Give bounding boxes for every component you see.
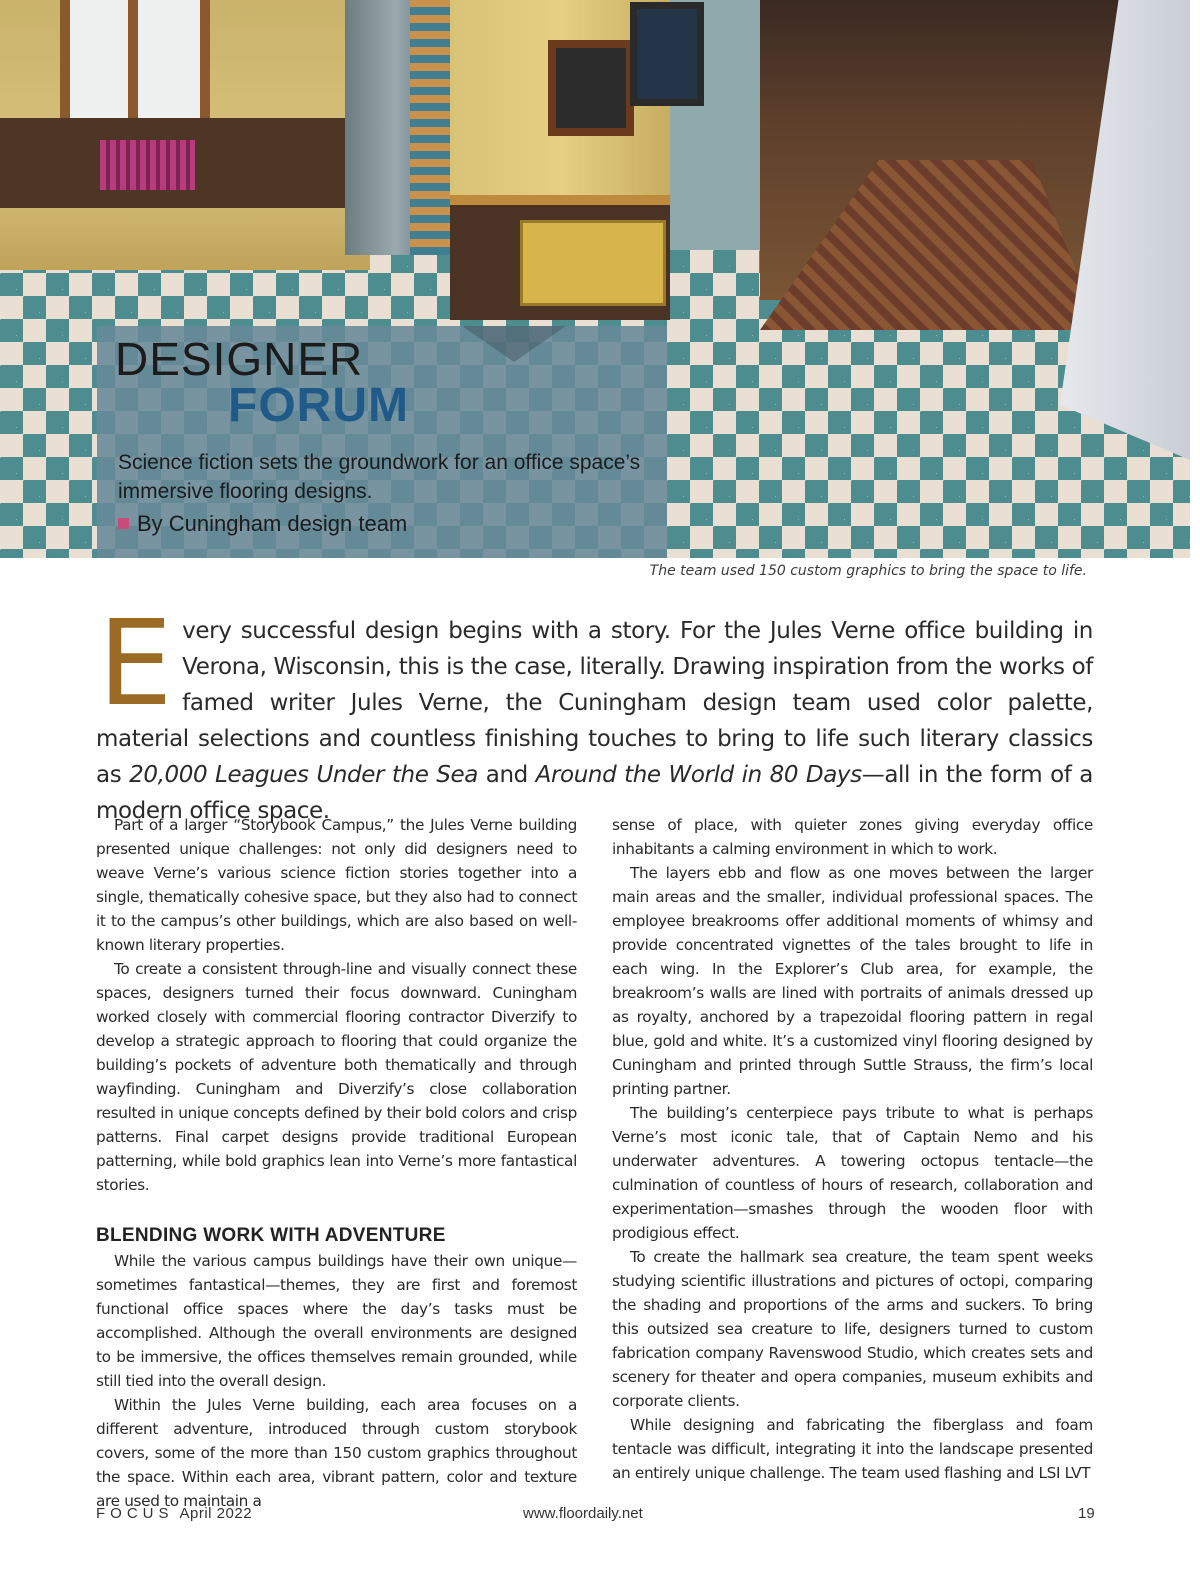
section-heading: BLENDING WORK WITH ADVENTURE <box>96 1225 446 1246</box>
byline-bullet-icon <box>118 518 129 529</box>
hero-photo <box>0 0 1190 558</box>
framed-picture <box>548 40 634 136</box>
page-number: 19 <box>1078 1505 1095 1522</box>
body-paragraph: To create a consistent through-line and visually connect these spaces, designers turned their focus downward. Cuningham worked closely with commercial flooring contractor Diverzify to develop a strategic approach to flooring that could organize the building’s pockets of adventure both thematically and through wayfinding. Cuningham and Diverzify’s close collaboration resulted in unique concepts defined by their bold colors and crisp patterns. Final carpet designs provide traditional European patterning, while bold graphics lean into Verne’s more fantastical stories. <box>96 960 577 1194</box>
magazine-name: FOCUS <box>96 1505 174 1522</box>
body-paragraph: The building’s centerpiece pays tribute to what is perhaps Verne’s most iconic tale, that of Captain Nemo and his underwater adventures. A towering octopus tentacle—the culmination of countless of hours of research, collaboration and experimentation—smashes through the wooden floor with prodigious effect. <box>612 1104 1093 1242</box>
drop-cap: E <box>98 594 173 732</box>
article-subtitle: Science fiction sets the groundwork for an office space’s immersive flooring designs. <box>118 451 641 503</box>
issue-date: April 2022 <box>179 1505 253 1522</box>
mosaic-panel <box>410 0 450 255</box>
book-title: Around the World in 80 Days <box>535 762 862 788</box>
body-paragraph: sense of place, with quieter zones giving everyday office inhabitants a calming environment in which to work. <box>612 816 1093 858</box>
framed-picture <box>630 2 704 106</box>
footer-website[interactable]: www.floordaily.net <box>523 1505 643 1522</box>
body-paragraph: Within the Jules Verne building, each area focuses on a different adventure, introduced through custom storybook covers, some of the more than 150 custom graphics throughout the space. Within each area, vibrant pattern, color and texture are used to maintain a <box>96 1396 577 1510</box>
section-title-designer: DESIGNER <box>115 333 364 385</box>
section-title-forum: FORUM <box>228 379 409 432</box>
radiator-cover <box>100 140 195 190</box>
body-paragraph: To create the hallmark sea creature, the team spent weeks studying scientific illustrations and pictures of octopi, comparing the shading and proportions of the arms and suckers. To bring this outsized sea creature to life, designers turned to custom fabrication company Ravenswood Studio, which creates sets and scenery for theater and opera companies, museum exhibits and corporate clients. <box>612 1248 1093 1410</box>
intro-text: very successful design begins with a story. For the Jules Verne office building in Verona, Wisconsin, this is the case, literally. Drawing inspiration from the works of famed writer Jules Verne, the Cuningham design team used color palette, material selections and countless finishing touches to bring to life such literary classics as <box>96 618 1093 788</box>
body-paragraph: The layers ebb and flow as one moves between the larger main areas and the smaller, individual professional spaces. The employee breakrooms offer additional moments of whimsy and provide concentrated vignettes of the tales brought to life in each wing. In the Explorer’s Club area, for example, the breakroom’s walls are lined with portraits of animals dressed up as royalty, anchored by a trapezoidal flooring pattern in regal blue, gold and white. It’s a customized vinyl flooring designed by Cuningham and printed through Suttle Strauss, the firm’s local printing partner. <box>612 864 1093 1098</box>
book-title: 20,000 Leagues Under the Sea <box>129 762 478 788</box>
column-left <box>96 813 577 1513</box>
body-paragraph: While the various campus buildings have their own unique—sometimes fantastical—themes, they are first and foremost functional office spaces where the day’s tasks must be accomplished. Although the overall environments are designed to be immersive, the offices themselves remain grounded, while still tied into the overall design. <box>96 1252 577 1390</box>
byline <box>118 511 407 537</box>
photo-caption: The team used 150 custom graphics to bring the space to life. <box>649 563 1087 579</box>
body-paragraph: While designing and fabricating the fiberglass and foam tentacle was difficult, integrating it into the landscape presented an entirely unique challenge. The team used flashing and LSI LVT <box>612 1416 1093 1482</box>
body-paragraph: Part of a larger “Storybook Campus,” the Jules Verne building presented unique challenges: not only did designers need to weave Verne’s various science fiction stories together into a single, thematically cohesive space, but they also had to connect it to the campus’s other buildings, which are also based on well-known literary properties. <box>96 816 577 954</box>
column-right <box>612 813 1093 1485</box>
intro-text: —all in the form of a modern office space. <box>96 762 1093 824</box>
byline-text: By Cuningham design team <box>137 511 408 536</box>
intro-text: and <box>477 762 536 788</box>
intro-paragraph <box>96 594 1093 829</box>
pillar-panel <box>520 220 666 306</box>
footer-issue <box>96 1505 252 1522</box>
window <box>60 0 210 130</box>
title-notch <box>462 326 566 362</box>
